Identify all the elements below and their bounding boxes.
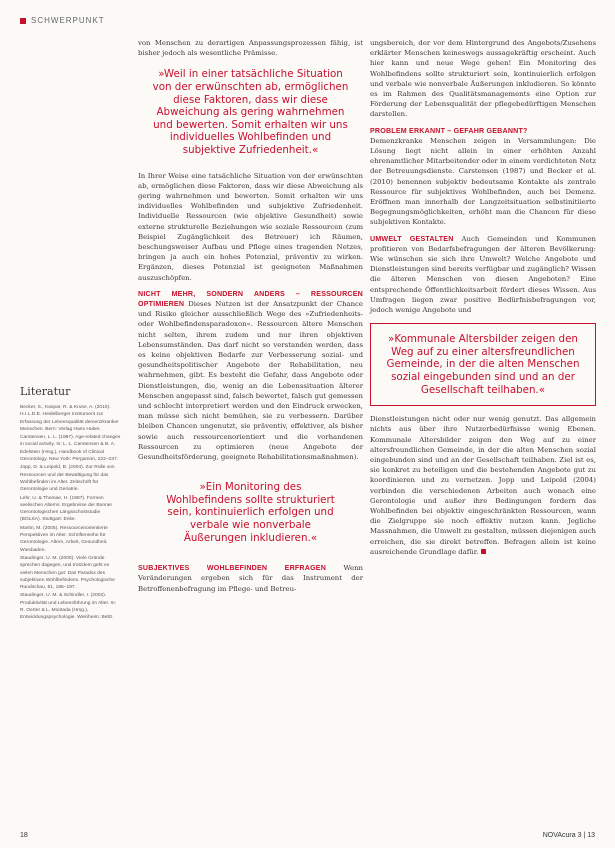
journal-name: NOVAcura 3 | 13 [542,832,595,839]
middle-paragraph-1: In Ihrer Weise eine tatsächliche Situation von der erwünschten ab, ermöglichen diese Faktoren, dass wir diese Abweichung als gering wahrnehmen und bewerten. Somit erhalten wir uns individuelles Wohlbefinden und subjektive Zufriedenheit. Individuelle Ressourcen (wie objektive Gesundheit) sowie externe strukturelle Beziehungen wie soziale Ressourcen (zum Beispiel Zugänglichkeit des Betreuer) ich Räumen, beschungsweiser Aufbau und Pflege eines tragenden Netzes, bringen ja auch ein hohes Potenzial, präventiv zu wirken. Ergänzen, dieses Potenzial ist geeigneten Maßnahmen auszuschöpfen. [138,171,363,282]
literature-entry: Staudinger, U. M. (2000). Viele Gründe sprechen dagegen, und trotzdem geht es vielen Menschen gut: Das Paradox des subjektiven Wohlbefindens. Psychologische Rundschau, 51, 185–197. [20,555,115,591]
literature-entry: Carstensen, L. L. (1987). Age-related changes in social activity. In: L. L. Carstensen & B. A. Edelstein (Hrsg.), Handbook of Clinical Gerontology. New York: Pergamon, 222–237. [20,435,121,463]
section-label: SCHWERPUNKT [31,16,105,25]
pull-quote-3: »Kommunale Altersbilder zeigen den Weg auf zu einer altersfreundlichen Gemeinde, in der die alten Menschen sozial eingebunden sind und an der Gesellschaft teilhaben.« [386,333,580,396]
pull-quote-2: »Ein Monitoring des Wohlbefindens sollte strukturiert sein, kontinuierlich erfolgen und verbale wie nonverbale Äußerungen inkludieren.« [166,481,335,544]
middle-paragraph-2: Dieses Nutzen ist der Ansatzpunkt der Chance und Risiko gleicher ausschließlich Wege des »Zufriedenheits- oder Wohlbefindensparadoxon«. Ressourcen ältere Menschen nicht selten, ihrem zudem und nur ihren objektiven Lebensumständen. Das darf nicht so verstanden werden, dass es keine objektiven Bedarfe zur Verbesserung sozial- und gesundheitspolitischer Angebote der Rehabilitation, neu wahrnehmen, gibt. Es besteht die Gefahr, dass Angebote oder Dienstleistungen, die, wenig an die Lebenssituation älterer Menschen angepasst sind, falsch bewertet, falsch gut gemessen und schlecht interpretiert werden und den Eindruck erwecken, man müsse sich nicht bemühen, sie zu verbessern. Darüber bleiben Chancen ungenutzt, sie präventiv, effektiver, als bisher sowie auch ressourcenorientiert und die vorhandenen Ressourcen zu optimieren (neue Angebote der Gesundheitsförderung, geeignete Rehabilitationsmaßnahmen). [138,300,363,462]
pull-quote-box-2 [138,472,363,553]
literature-entry: Becker, S., Kaspar, R. & Kruse, A. (2010). H.I.L.D.E. Heidelberger Instrument zur Erfassung der Lebensqualität demenzkranker Menschen. Bern: Verlag Hans Huber. [20,405,119,432]
right-column [370,38,596,557]
literature-list [20,404,122,623]
page-number: 18 [20,832,28,839]
literature-title: Literatur [20,385,71,398]
subheading-problem: PROBLEM ERKANNT – GEFAHR GEBANNT? [370,126,528,135]
literature-entry: Staudinger, U. M. & Schindler, I. (2002). Produktivität und Lebensführung im Alter. In: R. Oerter & L. Montada (Hrsg.), Entwicklungspsychologie. Weinheim: Beltz. [20,593,116,621]
section-marker-icon [20,18,26,24]
subheading-optimize: NICHT MEHR, SONDERN ANDERS – RESSOURCEN OPTIMIEREN [138,289,363,308]
subheading-wellbeing: SUBJEKTIVES WOHLBEFINDEN ERFRAGEN [138,564,327,573]
right-paragraph-2: Demenzkranke Menschen zeigen in Versammlungen: Die Lösung liegt nicht allein in einer erhöhten Anzahl ehrenamtlicher Mitarbeitender oder in einem verdichteten Netz der Betreuungsdienste. Carstensen (1987) und Becker et al. (2010) benennen subjektiv bedeutsame Kontakte als zentrale Ressource für subjektives Wohlbefinden, auch bei Demenz. Eröffnen man innerhalb der Langzeitsituation selbstinitiierte Begegnungsmöglichkeiten, erhöht man die Chancen für diese subjektiven Kontakte. [370,136,596,227]
right-paragraph-3: Auch Gemeinden und Kommunen profitieren von Bedarfsbefragungen der älteren Bevölkerung: Wie wünschen sie sich ihre Umwelt? Welche Angebote und Dienstleistungen sind bereits verfügbar und zugänglich? Wissen die älteren Menschen von diesen Angeboten? Eine entsprechende Öffentlichkeitsarbeit fördert dieses Wissen. Aus Umfragen liegen zwar positive Bedürfnisbefragungen vor, jedoch wenige Angebote und [370,234,596,315]
middle-column [138,38,363,594]
subheading-environment: UMWELT GESTALTEN [370,234,454,243]
pull-quote-box-3 [370,323,596,406]
literature-entry: Lehr, U. & Thomae, H. (1987). Formen seelischen Alterns. Ergebnisse der Bonner Gerontologischen Längsschnittstudie (BOLSA). Stuttgart: Enke. [20,495,113,523]
right-paragraph-4: Dienstleistungen nicht oder nur wenig genutzt. Das allgemein nichts aus über ihre Nutzerbedürfnisse wenig Ebenen. Kommunale Altersbilder zeigen den Weg auf zu einer altersfreundlichen Gemeinde, in der die alten Menschen sozial eingebunden sind und an der Gesellschaft teilhaben. Ziel ist es, sie konkret zu beteiligen und die bestehenden Angebote gut zu koordinieren und zu vernetzen. Jopp und Leipold (2004) verbinden die verschiedenen Arbeiten auch wonach eine Gerontologie und außer ihre Bedingungen fordern das Wohlbefinden bei objektiv eingeschränkten Ressourcen, wann die Zielgruppe sie noch effektiv nutzen kann. Jegliche Massnahmen, die Umwelt zu gestalten, müssen diejenigen auch erreichen, die sie direkt betreffen. Befragen allein ist keine ausreichende Grundlage dafür. [370,415,596,556]
middle-paragraph-3: Wenn Veränderungen ergeben sich für das Instrument der Betroffenenbefragung im Pflege- und Betreu- [138,564,363,593]
literature-entry: Martin, M. (2005). Ressourcenorientierte Perspektiven im Alter. Schriftenreihe für Gerontologie. Altern, Arbeit, Gesundheit. Wiesbaden. [20,525,108,553]
pull-quote-1: »Weil in einer tatsächliche Situation von der erwünschten ab, ermöglichen diese Faktoren, dass wir diese Abweichung als gering wahrnehmen und bewerten. Somit erhalten wir uns individuelles Wohlbefinden und subjektive Zufriedenheit.« [152,68,349,156]
right-paragraph-1: ungsbereich, der vor dem Hintergrund des Angebots/Zusehens erklärter Menschen keineswegs aussagekräftig erscheint. Auch hier kann und neue Wege gehen! Ein Monitoring des Wohlbefindens sollte strukturiert sein, kontinuierlich erfolgen und verbale wie nonverbale Äußerungen inkludieren. So könnte es im Rahmen des Qualitätsmanagements eine Option zur Förderung der Lebensqualität der pflegebedürftigen Menschen darstellen. [370,39,596,119]
middle-top-text: von Menschen zu derartigen Anpassungsprozessen fähig, ist bisher jedoch als wesentliche Prämisse. [138,39,363,58]
end-mark-icon [481,549,486,554]
section-header [20,16,105,25]
literature-entry: Jopp, D. & Leipold, B. (2004). Zur Rolle von Ressourcen und der Bewältigung für das Wohlbefinden im Alter. Zeitschrift für Gerontologie und Geriatrie. [20,465,115,493]
